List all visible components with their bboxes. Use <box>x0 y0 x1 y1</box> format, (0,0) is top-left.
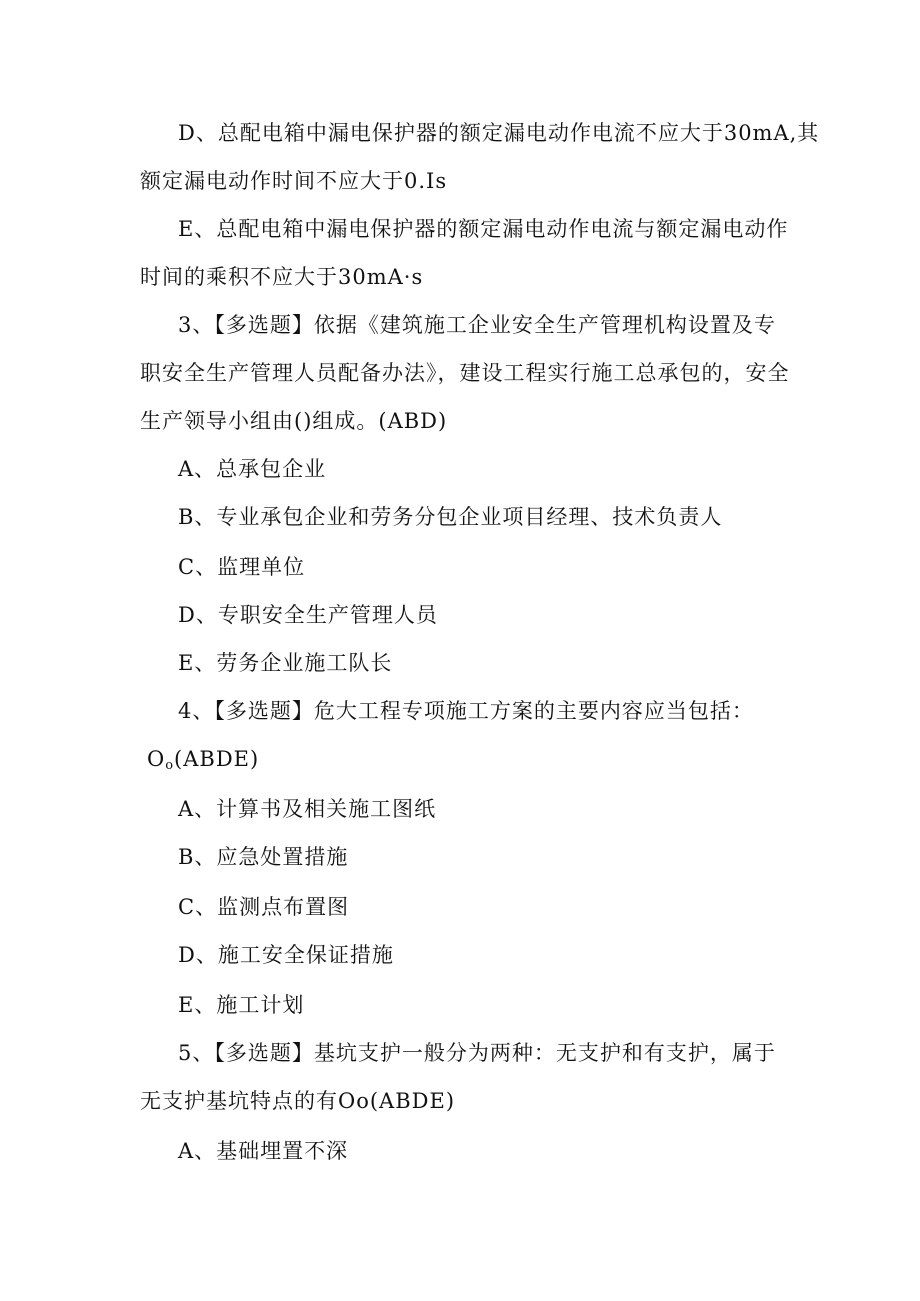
question-title: 4、【多选题】危大工程专项施工方案的主要内容应当包括： <box>178 699 754 723</box>
option-line: E、劳务企业施工队长 <box>178 651 393 675</box>
text-line: E、总配电箱中漏电保护器的额定漏电动作电流与额定漏电动作 <box>178 217 789 241</box>
answer-key: (ABDE) <box>174 747 260 771</box>
text-line: D、总配电箱中漏电保护器的额定漏电动作电流不应大于30mA,其 <box>178 121 820 145</box>
option-line: A、计算书及相关施工图纸 <box>178 797 437 821</box>
text-line: 无支护基坑特点的有Oo(ABDE) <box>140 1089 456 1113</box>
text-line <box>147 745 259 780</box>
option-line: A、基础埋置不深 <box>178 1139 349 1163</box>
option-line: C、监理单位 <box>178 555 306 579</box>
option-line: B、专业承包企业和劳务分包企业项目经理、技术负责人 <box>178 505 723 529</box>
question-title: 5、【多选题】基坑支护一般分为两种：无支护和有支护，属于 <box>178 1041 776 1065</box>
question-title: 3、【多选题】依据《建筑施工企业安全生产管理机构设置及专 <box>178 313 776 337</box>
text-line: 额定漏电动作时间不应大于0.Is <box>140 169 448 193</box>
text-line: 时间的乘积不应大于30mA·s <box>140 265 424 289</box>
option-line: C、监测点布置图 <box>178 895 350 919</box>
text-line: 职安全生产管理人员配备办法》，建设工程实行施工总承包的，安全 <box>140 361 790 385</box>
option-line: D、施工安全保证措施 <box>178 943 394 967</box>
option-line: A、总承包企业 <box>178 457 327 481</box>
blank-mark-sub: o <box>165 758 175 773</box>
blank-mark: O <box>147 747 166 771</box>
option-line: B、应急处置措施 <box>178 845 349 869</box>
text-line: 生产领导小组由()组成。(ABD) <box>140 409 448 433</box>
option-line: D、专职安全生产管理人员 <box>178 603 438 627</box>
option-line: E、施工计划 <box>178 993 305 1017</box>
